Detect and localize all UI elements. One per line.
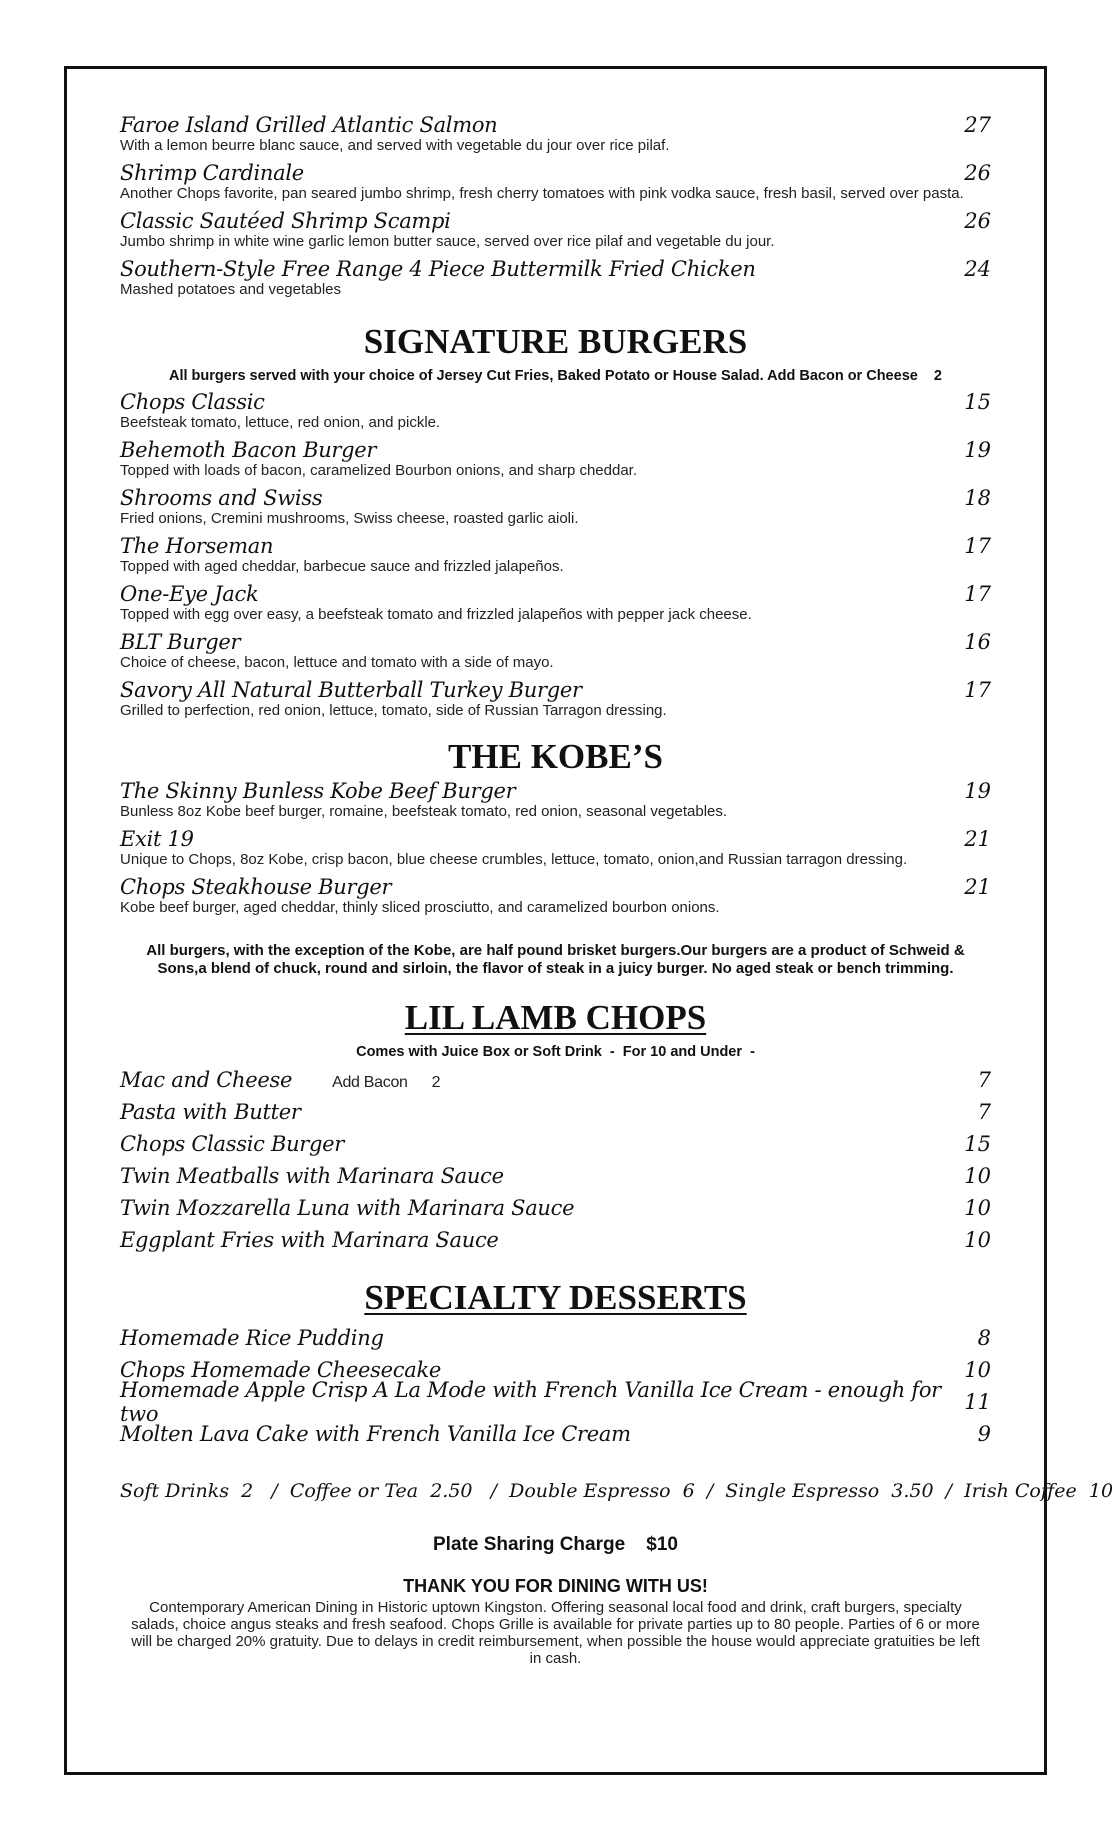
item-name: Twin Mozzarella Luna with Marinara Sauce <box>120 1196 575 1220</box>
item-name: Molten Lava Cake with French Vanilla Ice Cream <box>120 1422 631 1446</box>
item-price: 15 <box>964 390 991 414</box>
burger-list <box>120 390 991 719</box>
item-price: 17 <box>964 678 991 702</box>
item-name: Exit 19 <box>120 827 194 851</box>
menu-item <box>120 1378 991 1426</box>
item-description: Grilled to perfection, red onion, lettuce, tomato, side of Russian Tarragon dressing. <box>120 702 667 719</box>
kids-menu-list <box>120 1064 991 1256</box>
item-name: Savory All Natural Butterball Turkey Burger <box>120 678 582 702</box>
item-description: Beefsteak tomato, lettuce, red onion, and pickle. <box>120 414 441 431</box>
item-name: Classic Sautéed Shrimp Scampi <box>120 209 451 233</box>
kobe-section <box>120 737 991 978</box>
item-price: 15 <box>964 1132 991 1156</box>
item-price: 8 <box>977 1326 991 1350</box>
menu-frame <box>64 66 1114 1775</box>
section-heading: THE KOBE’S <box>448 737 663 776</box>
section-note: All burgers served with your choice of Jersey Cut Fries, Baked Potato or House Salad. Add Bacon or Cheese 2 <box>168 368 942 384</box>
item-name: Chops Steakhouse Burger <box>120 875 392 899</box>
beverage-line: Soft Drinks 2 / Coffee or Tea 2.50 / Double Espresso 6 / Single Espresso 3.50 / Irish Coffee 10 <box>120 1480 1114 1502</box>
menu-item <box>120 161 991 202</box>
item-price: 26 <box>964 209 991 233</box>
item-description: Bunless 8oz Kobe beef burger, romaine, beefsteak tomato, red onion, seasonal vegetables. <box>120 803 728 820</box>
menu-item <box>120 1064 991 1096</box>
item-description: Mashed potatoes and vegetables <box>120 281 341 298</box>
item-price: 10 <box>964 1196 991 1220</box>
section-heading: SIGNATURE BURGERS <box>363 322 748 361</box>
item-price: 11 <box>964 1390 991 1414</box>
item-price: 19 <box>964 438 991 462</box>
item-name: Shrooms and Swiss <box>120 486 323 510</box>
add-on-label: Add Bacon <box>332 1074 408 1091</box>
plate-sharing-charge: Plate Sharing Charge $10 <box>433 1534 678 1555</box>
item-price: 10 <box>964 1164 991 1188</box>
thank-you-heading: THANK YOU FOR DINING WITH US! <box>403 1576 708 1596</box>
menu-item <box>120 1192 991 1224</box>
item-description: Topped with egg over easy, a beefsteak tomato and frizzled jalapeños with pepper jack cheese. <box>120 606 752 623</box>
item-name: BLT Burger <box>120 630 241 654</box>
item-name: The Skinny Bunless Kobe Beef Burger <box>120 779 516 803</box>
item-price: 17 <box>964 534 991 558</box>
menu-item <box>120 678 991 719</box>
item-name: Twin Meatballs with Marinara Sauce <box>120 1164 504 1188</box>
menu-item <box>120 630 991 671</box>
item-price: 7 <box>977 1100 991 1124</box>
item-price: 7 <box>977 1068 991 1092</box>
section-heading: LIL LAMB CHOPS <box>404 998 707 1037</box>
item-price: 16 <box>964 630 991 654</box>
kobe-note: All burgers, with the exception of the Kobe, are half pound brisket burgers.Our burgers are a product of Schweid & Sons,a blend of chuck, round and sirloin, the flavor of steak in a juicy burger. No aged steak or bench trimming. <box>146 942 965 977</box>
menu-item <box>120 827 991 868</box>
item-name: Southern-Style Free Range 4 Piece Buttermilk Fried Chicken <box>120 257 756 281</box>
menu-item <box>120 534 991 575</box>
entrees-section <box>120 113 991 298</box>
menu-item <box>120 1224 991 1256</box>
item-name: Homemade Apple Crisp A La Mode with French Vanilla Ice Cream - enough for two <box>120 1378 941 1426</box>
menu-item <box>120 390 991 431</box>
item-price: 26 <box>964 161 991 185</box>
restaurant-description: Contemporary American Dining in Historic uptown Kingston. Offering seasonal local food and drink, craft burgers, specialty salads, choice angus steaks and fresh seafood. Chops Grille is available for private parties up to 80 people. Parties of 6 or more will be charged 20% gratuity. Due to delays in credit reimbursement, when possible the house would appreciate gratuities be left in cash. <box>131 1599 980 1667</box>
add-on-price: 2 <box>431 1074 441 1091</box>
item-description: Topped with aged cheddar, barbecue sauce and frizzled jalapeños. <box>120 558 564 575</box>
item-price: 18 <box>964 486 991 510</box>
menu-item <box>120 113 991 154</box>
item-price: 10 <box>964 1228 991 1252</box>
item-price: 19 <box>964 779 991 803</box>
section-note: Comes with Juice Box or Soft Drink - For 10 and Under - <box>356 1044 755 1060</box>
item-name: Faroe Island Grilled Atlantic Salmon <box>120 113 498 137</box>
menu-item <box>120 1160 991 1192</box>
item-price: 24 <box>964 257 991 281</box>
menu-item <box>120 875 991 916</box>
item-description: Choice of cheese, bacon, lettuce and tomato with a side of mayo. <box>120 654 554 671</box>
item-description: Jumbo shrimp in white wine garlic lemon butter sauce, served over rice pilaf and vegetable du jour. <box>120 233 775 250</box>
item-price: 21 <box>964 875 991 899</box>
menu-item <box>120 209 991 250</box>
item-description: Fried onions, Cremini mushrooms, Swiss cheese, roasted garlic aioli. <box>120 510 579 527</box>
item-price: 27 <box>964 113 991 137</box>
menu-item <box>120 438 991 479</box>
menu-item <box>120 582 991 623</box>
item-name: The Horseman <box>120 534 274 558</box>
item-description: With a lemon beurre blanc sauce, and served with vegetable du jour over rice pilaf. <box>120 137 670 154</box>
item-name: Behemoth Bacon Burger <box>120 438 377 462</box>
lil-lamb-chops-section <box>120 998 991 1256</box>
kobe-list <box>120 779 991 916</box>
desserts-section <box>120 1278 991 1450</box>
menu-item <box>120 257 991 298</box>
item-name: Chops Classic <box>120 390 265 414</box>
item-price: 9 <box>977 1422 991 1446</box>
item-description: Topped with loads of bacon, caramelized Bourbon onions, and sharp cheddar. <box>120 462 638 479</box>
item-name: Eggplant Fries with Marinara Sauce <box>120 1228 499 1252</box>
item-name: One-Eye Jack <box>120 582 259 606</box>
add-on <box>332 1074 440 1091</box>
menu-item <box>120 486 991 527</box>
item-description: Another Chops favorite, pan seared jumbo shrimp, fresh cherry tomatoes with pink vodka sauce, fresh basil, served over pasta. <box>120 185 964 202</box>
menu-item <box>120 779 991 820</box>
section-heading: SPECIALTY DESSERTS <box>364 1278 747 1317</box>
item-name: Chops Homemade Cheesecake <box>120 1358 441 1382</box>
item-name: Mac and Cheese <box>120 1068 293 1092</box>
item-price: 21 <box>964 827 991 851</box>
burgers-section <box>120 322 991 719</box>
menu-item <box>120 1322 991 1354</box>
item-description: Kobe beef burger, aged cheddar, thinly sliced prosciutto, and caramelized bourbon onions. <box>120 899 720 916</box>
menu-item <box>120 1096 991 1128</box>
item-price: 17 <box>964 582 991 606</box>
item-description: Unique to Chops, 8oz Kobe, crisp bacon, blue cheese crumbles, lettuce, tomato, onion,and Russian tarragon dressing. <box>120 851 908 868</box>
item-name: Pasta with Butter <box>120 1100 301 1124</box>
item-name: Homemade Rice Pudding <box>120 1326 384 1350</box>
item-price: 10 <box>964 1358 991 1382</box>
menu-content <box>120 113 1114 1667</box>
menu-item <box>120 1128 991 1160</box>
item-name: Shrimp Cardinale <box>120 161 304 185</box>
dessert-list <box>120 1322 991 1450</box>
item-name: Chops Classic Burger <box>120 1132 345 1156</box>
